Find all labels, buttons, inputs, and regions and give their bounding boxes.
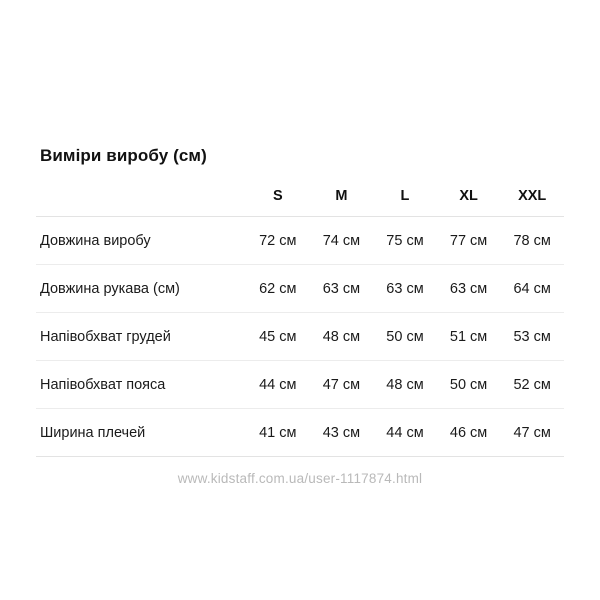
size-chart-card bbox=[12, 128, 588, 504]
column-header-xl: XL bbox=[437, 180, 501, 217]
column-header-measure bbox=[36, 180, 246, 217]
table-row bbox=[36, 217, 564, 265]
cell-value: 53 см bbox=[500, 313, 564, 361]
table-header bbox=[36, 180, 564, 217]
column-header-xxl: XXL bbox=[500, 180, 564, 217]
row-label: Напівобхват грудей bbox=[36, 313, 246, 361]
table-body bbox=[36, 217, 564, 457]
cell-value: 78 см bbox=[500, 217, 564, 265]
table-header-row bbox=[36, 180, 564, 217]
column-header-m: M bbox=[310, 180, 374, 217]
page-title: Виміри виробу (см) bbox=[40, 146, 207, 165]
cell-value: 47 см bbox=[310, 361, 374, 409]
cell-value: 74 см bbox=[310, 217, 374, 265]
cell-value: 48 см bbox=[310, 313, 374, 361]
cell-value: 63 см bbox=[437, 265, 501, 313]
cell-value: 44 см bbox=[246, 361, 310, 409]
cell-value: 77 см bbox=[437, 217, 501, 265]
cell-value: 63 см bbox=[373, 265, 437, 313]
cell-value: 62 см bbox=[246, 265, 310, 313]
cell-value: 46 см bbox=[437, 409, 501, 457]
cell-value: 51 см bbox=[437, 313, 501, 361]
cell-value: 45 см bbox=[246, 313, 310, 361]
cell-value: 50 см bbox=[373, 313, 437, 361]
watermark-text: www.kidstaff.com.ua/user-1117874.html bbox=[177, 471, 423, 486]
size-table bbox=[36, 180, 564, 457]
column-header-s: S bbox=[246, 180, 310, 217]
column-header-l: L bbox=[373, 180, 437, 217]
cell-value: 64 см bbox=[500, 265, 564, 313]
table-row bbox=[36, 265, 564, 313]
cell-value: 63 см bbox=[310, 265, 374, 313]
cell-value: 50 см bbox=[437, 361, 501, 409]
row-label: Довжина рукава (см) bbox=[36, 265, 246, 313]
cell-value: 72 см bbox=[246, 217, 310, 265]
table-row bbox=[36, 313, 564, 361]
row-label: Ширина плечей bbox=[36, 409, 246, 457]
table-row bbox=[36, 409, 564, 457]
row-label: Напівобхват пояса bbox=[36, 361, 246, 409]
cell-value: 52 см bbox=[500, 361, 564, 409]
cell-value: 41 см bbox=[246, 409, 310, 457]
cell-value: 48 см bbox=[373, 361, 437, 409]
cell-value: 47 см bbox=[500, 409, 564, 457]
table-row bbox=[36, 361, 564, 409]
cell-value: 43 см bbox=[310, 409, 374, 457]
cell-value: 75 см bbox=[373, 217, 437, 265]
row-label: Довжина виробу bbox=[36, 217, 246, 265]
cell-value: 44 см bbox=[373, 409, 437, 457]
